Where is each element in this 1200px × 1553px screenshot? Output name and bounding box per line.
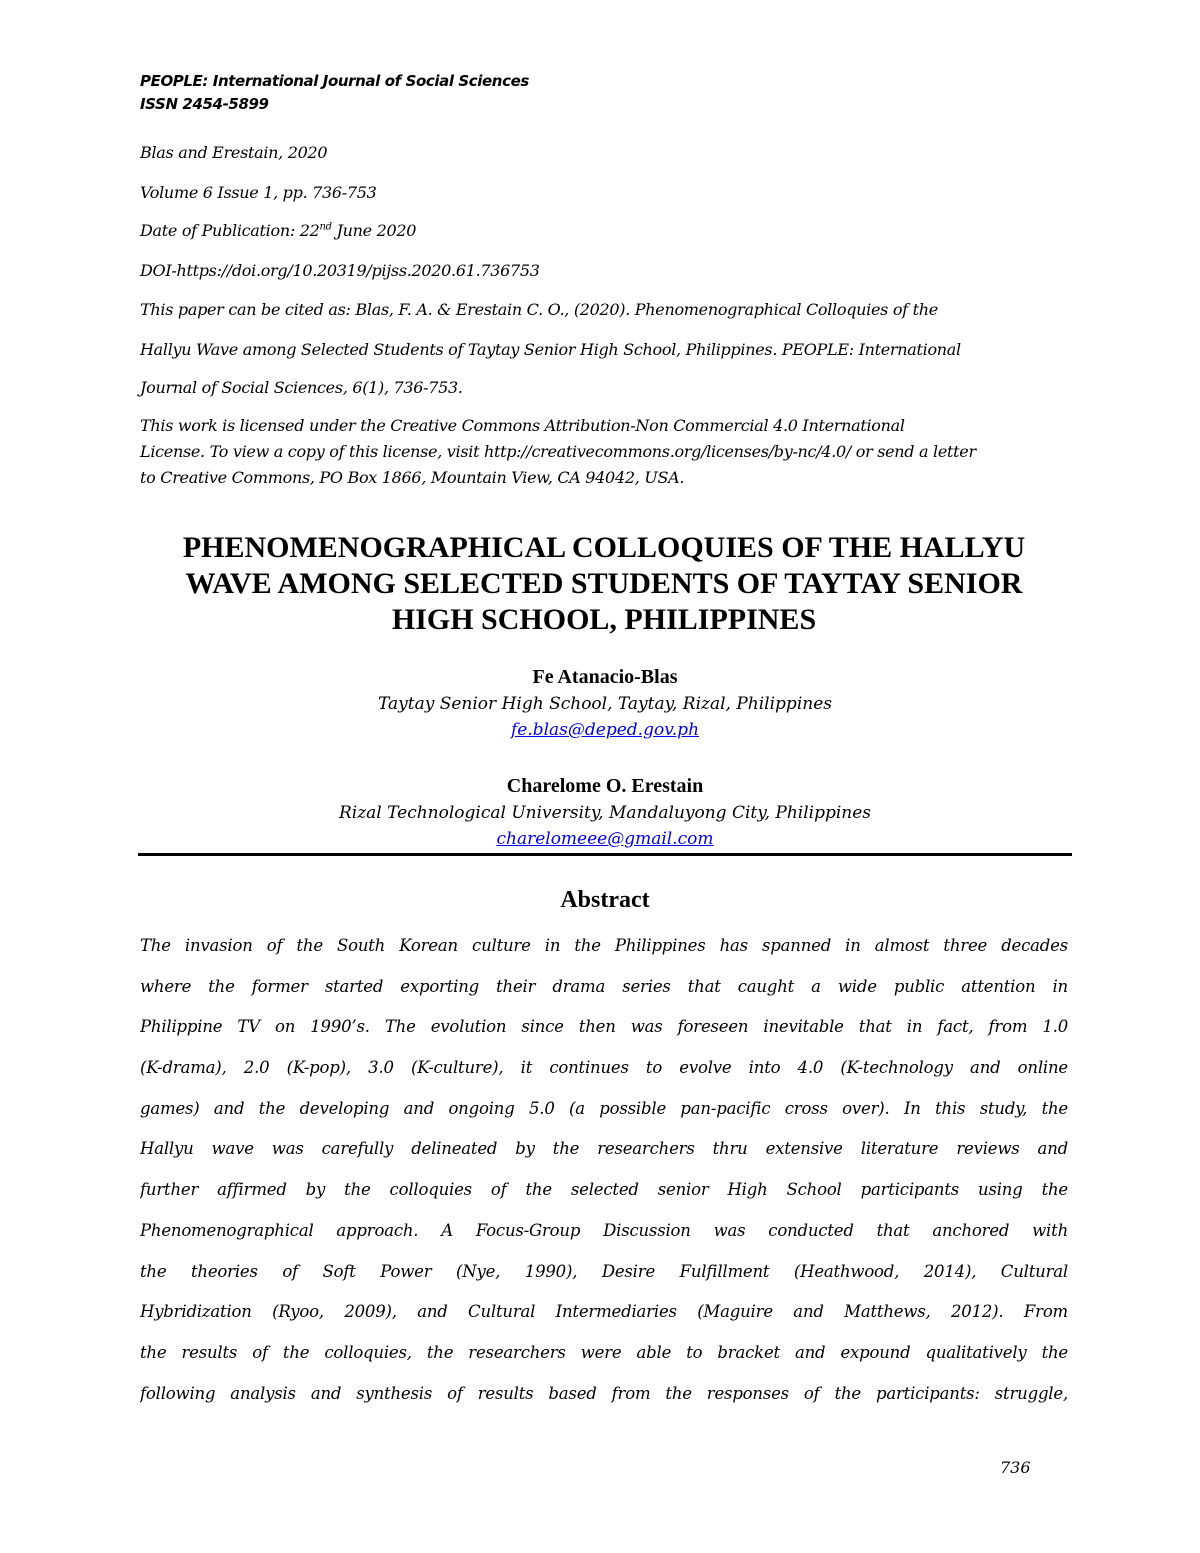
author-block-2: [140, 772, 1070, 852]
abstract-line: the results of the colloquies, the researchers were able to bracket and expound qualitatively the: [140, 1342, 1068, 1362]
license-notice: [140, 413, 1080, 491]
abstract-line: Hallyu wave was carefully delineated by the researchers thru extensive literature reviews and: [140, 1139, 1068, 1159]
citation-line: This paper can be cited as: Blas, F. A. & Erestain C. O., (2020). Phenomenographical Colloquies of the: [140, 300, 938, 319]
paper-title: [120, 530, 1088, 638]
abstract-line: games) and the developing and ongoing 5.0 (a possible pan-pacific cross over). In this study, the: [140, 1098, 1068, 1118]
abstract-line: the theories of Soft Power (Nye, 1990), Desire Fulfillment (Heathwood, 2014), Cultural: [140, 1261, 1068, 1281]
author-name: Fe Atanacio-Blas: [532, 666, 678, 688]
abstract-line: Phenomenographical approach. A Focus-Group Discussion was conducted that anchored with: [140, 1220, 1068, 1240]
abstract-line: further affirmed by the colloquies of the selected senior High School participants using the: [140, 1180, 1068, 1200]
author-affiliation: Rizal Technological University, Mandaluyong City, Philippines: [338, 803, 872, 823]
title-line: PHENOMENOGRAPHICAL COLLOQUIES OF THE HALLYU: [182, 531, 1026, 564]
abstract-line: (K-drama), 2.0 (K-pop), 3.0 (K-culture), it continues to evolve into 4.0 (K-technology and online: [140, 1058, 1068, 1078]
citation-line: Journal of Social Sciences, 6(1), 736-753.: [140, 378, 463, 397]
abstract-line: where the former started exporting their drama series that caught a wide public attention in: [140, 976, 1068, 996]
author-email-link[interactable]: charelomeee@gmail.com: [496, 829, 714, 849]
journal-issn: ISSN 2454-5899: [140, 95, 269, 113]
title-line: HIGH SCHOOL, PHILIPPINES: [391, 603, 817, 636]
title-line: WAVE AMONG SELECTED STUDENTS OF TAYTAY SENIOR: [185, 567, 1023, 600]
abstract-line: following analysis and synthesis of results based from the responses of the participants: struggle,: [140, 1383, 1068, 1403]
doi-text: DOI-https://doi.org/10.20319/pijss.2020.61.736753: [140, 261, 540, 280]
author-email-link[interactable]: fe.blas@deped.gov.ph: [510, 720, 700, 740]
journal-title: PEOPLE: International Journal of Social Sciences: [140, 72, 529, 90]
author-affiliation: Taytay Senior High School, Taytay, Rizal, Philippines: [377, 694, 832, 714]
author-block-1: [140, 663, 1070, 743]
section-divider: [138, 853, 1072, 856]
abstract-line: Philippine TV on 1990’s. The evolution since then was foreseen inevitable that in fact, from 1.0: [140, 1017, 1068, 1037]
license-line: License. To view a copy of this license, visit http://creativecommons.org/licenses/by-nc/4.0/ or send a letter: [140, 442, 976, 461]
license-line: to Creative Commons, PO Box 1866, Mountain View, CA 94042, USA.: [140, 468, 685, 487]
page-number: 736: [1000, 1458, 1031, 1477]
publication-date-ordinal: nd: [319, 221, 332, 233]
author-name: Charelome O. Erestain: [506, 775, 704, 797]
publication-date-prefix: Date of Publication: 22: [140, 221, 320, 240]
journal-header: [140, 70, 529, 116]
publication-date: [140, 221, 416, 240]
abstract-body: [140, 930, 1068, 1418]
citation-line: Hallyu Wave among Selected Students of Taytay Senior High School, Philippines. PEOPLE: International: [140, 340, 961, 359]
abstract-heading: Abstract: [560, 887, 650, 913]
publication-date-suffix: June 2020: [331, 221, 417, 240]
volume-info: Volume 6 Issue 1, pp. 736-753: [140, 183, 377, 202]
abstract-line: Hybridization (Ryoo, 2009), and Cultural Intermediaries (Maguire and Matthews, 2012). From: [140, 1302, 1068, 1322]
abstract-line: The invasion of the South Korean culture in the Philippines has spanned in almost three decades: [140, 936, 1068, 955]
license-line: This work is licensed under the Creative Commons Attribution-Non Commercial 4.0 International: [140, 416, 905, 435]
authors-year: Blas and Erestain, 2020: [140, 143, 328, 162]
